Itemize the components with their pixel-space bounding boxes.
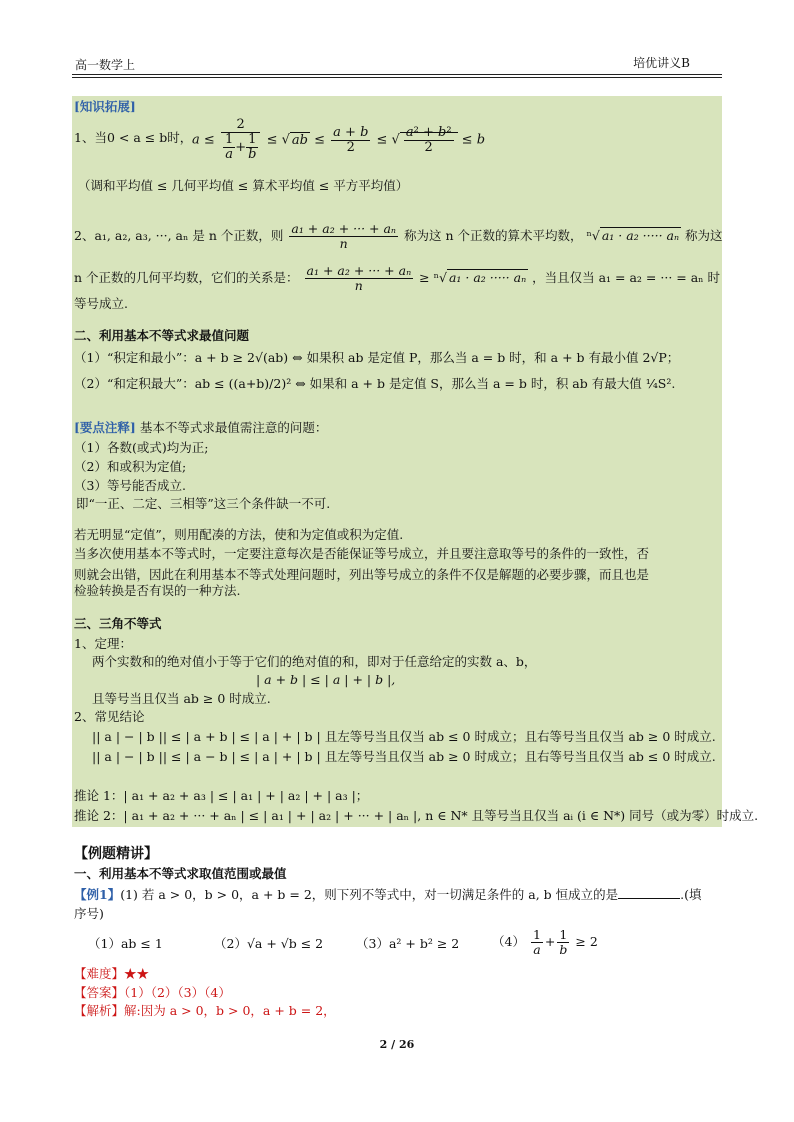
option-4-tail: ≥ 2 (575, 934, 598, 949)
answer-blank[interactable] (618, 886, 680, 899)
example1-text: (1) 若 a > 0，b > 0，a + b = 2，则下列不等式中，对一切满足条件的 a, b 恒成立的是 (120, 887, 619, 902)
sec3-def-text: 两个实数和的绝对值小于等于它们的绝对值的和，即对于任意给定的实数 a、b， (92, 654, 537, 669)
item2-e: ，当且仅当 a₁ = a₂ = ··· = aₙ 时 (532, 270, 721, 285)
option-4: （4） $\frac{1}{a}$ + $\frac{1}{b}$ ≥ 2 (492, 927, 598, 957)
answer-line (74, 985, 231, 1001)
answer-value: （1）（2）（3）（4） (124, 985, 231, 1000)
item2-d: n 个正数的几何平均数，它们的关系是： (74, 270, 299, 285)
item1-lead: 1、当0 < a ≤ b时， (74, 130, 193, 145)
item2-b: 称为这 n 个正数的算术平均数， (404, 228, 583, 243)
example1-tail2: 序号) (74, 906, 104, 921)
analysis-label: 【解析】 (74, 1003, 125, 1018)
note-4: 即“一正、二定、三相等”这三个条件缺一不可. (76, 496, 331, 511)
header-left: 高一数学上 (75, 58, 136, 72)
para-3: 则就会出错，因此在利用基本不等式处理问题时，列出等号成立的条件不仅是解题的必要步骤，而且也是 (74, 567, 650, 582)
analysis-text: 解:因为 a > 0，b > 0，a + b = 2， (124, 1003, 336, 1018)
harmonic-fraction: 2 $\frac{1}{a}$ + $\frac{1}{b}$ (221, 118, 261, 162)
para-4: 检验转换是否有误的一种方法. (74, 583, 241, 598)
item2-line2: n 个正数的几何平均数，它们的关系是： $\frac{\text{a₁ + a₂ + ··· + aₙ}}{n}$ ≥ ⁿ√ a₁ · a₂ ····· aₙ ，当且仅当 a₁ = a₂ = ··· = aₙ 时 (74, 263, 721, 293)
note-lead: 基本不等式求最值需注意的问题： (139, 420, 328, 435)
item2-line1: 2、a₁, a₂, a₃, ···, aₙ 是 n 个正数，则 $\frac{\text{a₁ + a₂ + ··· + aₙ}}{n}$ 称为这 n 个正数的算术平均数， ⁿ√ a₁ · a₂ ····· aₙ 称为这 (74, 221, 723, 251)
difficulty-stars: ★★ (124, 966, 150, 981)
corollary-2: 推论 2：| a₁ + a₂ + ··· + aₙ | ≤ | a₁ | + | a₂ | + ··· + | aₙ |, n ∈ N* 且等号当且仅当 aᵢ (i ∈ N*) 同号（或为零）时成立. (74, 808, 759, 823)
sec3-c1: || a | − | b || ≤ | a + b | ≤ | a | + | b | 且左等号当且仅当 ab ≤ 0 时成立；且右等号当且仅当 ab ≥ 0 时成立. (92, 729, 716, 744)
option-4-label: （4） (492, 934, 525, 949)
answer-label: 【答案】 (74, 985, 125, 1000)
page-number: 2 / 26 (379, 1038, 415, 1051)
sec3-title: 三、三角不等式 (74, 616, 162, 631)
sec3-def: 1、定理： (74, 636, 132, 651)
note-1: （1）各数(或式)均为正; (74, 440, 209, 455)
corollary-1: 推论 1：| a₁ + a₂ + a₃ | ≤ | a₁ | + | a₂ | + | a₃ |； (74, 788, 369, 803)
example1-tail: .(填 (680, 887, 702, 902)
sec3-common: 2、常见结论 (74, 709, 145, 724)
sec3-def-formula: | a + b | ≤ | a | + | b |, (256, 672, 396, 687)
analysis-line (74, 1003, 336, 1019)
sec2-line2: （2）“和定积最大”：ab ≤ ((a+b)/2)² ⇔ 如果和 a + b 是定值 S，那么当 a = b 时，积 ab 有最大值 ¼S². (74, 376, 676, 391)
note-3: （3）等号能否成立. (74, 478, 186, 493)
header-right: 培优讲义B (633, 56, 690, 70)
para-2: 当多次使用基本不等式时，一定要注意每次是否能保证等号成立，并且要注意取等号的条件的一致性，否 (74, 546, 650, 561)
examples-sub: 一、利用基本不等式求取值范围或最值 (74, 866, 287, 881)
item2-f: 等号成立. (74, 296, 128, 311)
option-3: （3）a² + b² ≥ 2 (356, 936, 460, 951)
item1-note: （调和平均值 ≤ 几何平均值 ≤ 算术平均值 ≤ 平方平均值） (78, 178, 409, 193)
difficulty-label: 【难度】 (74, 966, 125, 981)
examples-title: 【例题精讲】 (74, 846, 158, 862)
option-2: （2）√a + √b ≤ 2 (214, 936, 324, 951)
difficulty-line (74, 966, 149, 982)
sec2-title: 二、利用基本不等式求最值问题 (74, 328, 250, 343)
example1-line (74, 886, 702, 903)
note-title: [要点注释] (74, 420, 136, 435)
sec3-c2: || a | − | b || ≤ | a − b | ≤ | a | + | b | 且左等号当且仅当 ab ≥ 0 时成立；且右等号当且仅当 ab ≤ 0 时成立. (92, 749, 716, 764)
example1-label: 【例1】 (74, 887, 121, 902)
sec2-line1: （1）“积定和最小”：a + b ≥ 2√(ab) ⇔ 如果积 ab 是定值 P，那么当 a = b 时，和 a + b 有最小值 2√P； (74, 350, 680, 365)
item2-c: 称为这 (685, 228, 723, 243)
option-1: （1）ab ≤ 1 (88, 936, 163, 951)
item1-formula: a ≤ 2 $\frac{1}{a}$ + $\frac{1}{b}$ ≤ √ ab ≤ $\frac{a + b}{2}$ ≤ √ $\frac{\text{a² + b²}}{2}$ ≤ b (192, 117, 486, 162)
expand-title: [知识拓展] (74, 99, 136, 114)
para-1: 若无明显“定值”，则用配凑的方法，使和为定值或积为定值. (74, 527, 404, 542)
item2-a: 2、a₁, a₂, a₃, ···, aₙ 是 n 个正数，则 (74, 228, 284, 243)
header-rule-lower (72, 77, 722, 78)
note-2: （2）和或积为定值; (74, 459, 187, 474)
header-rule (72, 74, 722, 75)
note-line (74, 420, 327, 436)
sec3-def-cond: 且等号当且仅当 ab ≥ 0 时成立. (92, 691, 271, 706)
